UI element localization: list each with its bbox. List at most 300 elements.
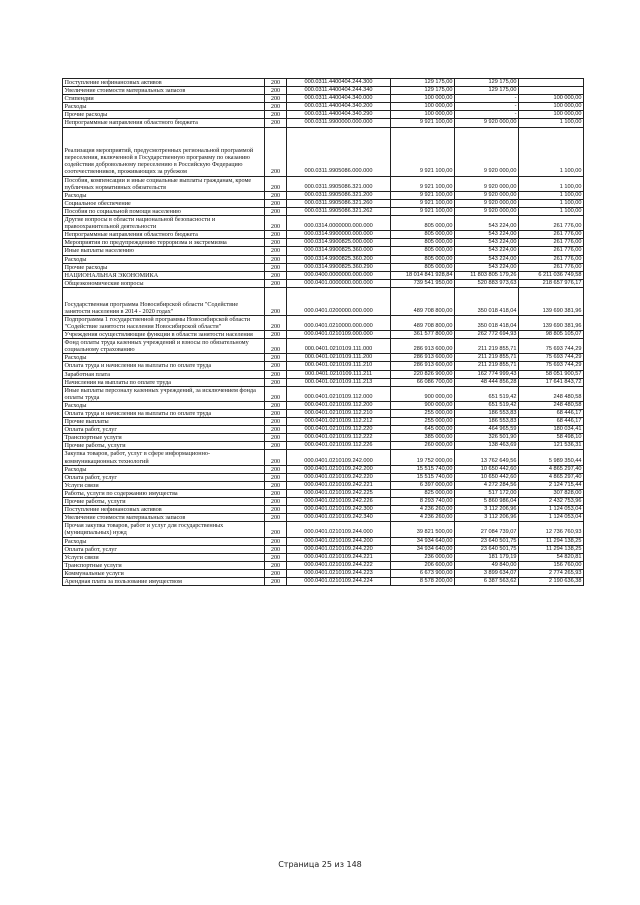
table-row <box>63 498 584 506</box>
table-row <box>63 386 584 401</box>
row-executed-cell: 13 762 649,56 <box>455 450 519 465</box>
row-ved-cell: 200 <box>265 410 287 418</box>
row-approved-cell: 19 752 000,00 <box>391 450 455 465</box>
row-executed-cell: 138 463,69 <box>455 442 519 450</box>
table-row <box>63 465 584 473</box>
row-executed-cell: - <box>455 103 519 111</box>
row-name-cell: Начисления на выплаты по оплате труда <box>63 378 265 386</box>
row-approved-cell: 489 708 800,00 <box>391 315 455 330</box>
row-remaining-cell: 11 294 138,25 <box>519 537 584 545</box>
row-ved-cell: 200 <box>265 191 287 199</box>
row-remaining-cell: 12 736 760,93 <box>519 522 584 537</box>
row-name-cell: Иные выплаты персоналу казенных учреждений, за исключением фонда оплаты труда <box>63 386 265 401</box>
table-row <box>63 481 584 489</box>
row-code-cell: 000.0311.4400404.340.200 <box>287 103 391 111</box>
row-approved-cell: 236 000,00 <box>391 553 455 561</box>
row-executed-cell: 9 920 000,00 <box>455 199 519 207</box>
row-approved-cell: 100 000,00 <box>391 111 455 119</box>
row-remaining-cell: 75 693 744,29 <box>519 354 584 362</box>
row-name-cell: Общеэкономические вопросы <box>63 279 265 287</box>
row-ved-cell: 200 <box>265 255 287 263</box>
row-remaining-cell: 2 774 265,93 <box>519 569 584 577</box>
row-executed-cell: 3 899 634,07 <box>455 569 519 577</box>
row-remaining-cell: 261 776,00 <box>519 239 584 247</box>
row-name-cell: Расходы <box>63 465 265 473</box>
table-row <box>63 362 584 370</box>
row-approved-cell: 4 236 260,00 <box>391 514 455 522</box>
table-row <box>63 489 584 497</box>
row-ved-cell: 200 <box>265 386 287 401</box>
table-row <box>63 127 584 176</box>
row-ved-cell: 200 <box>265 434 287 442</box>
row-ved-cell: 200 <box>265 362 287 370</box>
row-executed-cell: 9 920 000,00 <box>455 191 519 199</box>
row-approved-cell: 805 000,00 <box>391 231 455 239</box>
row-ved-cell: 200 <box>265 127 287 176</box>
row-code-cell: 000.0401.0210109.111.000 <box>287 339 391 354</box>
row-ved-cell: 200 <box>265 481 287 489</box>
row-ved-cell: 200 <box>265 339 287 354</box>
table-row <box>63 216 584 231</box>
table-row <box>63 569 584 577</box>
row-ved-cell: 200 <box>265 331 287 339</box>
row-ved-cell: 200 <box>265 545 287 553</box>
row-approved-cell: 825 000,00 <box>391 489 455 497</box>
table-row <box>63 287 584 315</box>
row-approved-cell: 34 934 640,00 <box>391 537 455 545</box>
row-remaining-cell: 100 000,00 <box>519 111 584 119</box>
row-remaining-cell: 261 776,00 <box>519 231 584 239</box>
table-row <box>63 522 584 537</box>
row-executed-cell: 651 519,42 <box>455 386 519 401</box>
row-code-cell: 000.0311.9905086.321.260 <box>287 199 391 207</box>
row-executed-cell: 9 920 000,00 <box>455 127 519 176</box>
row-executed-cell: 211 219 855,71 <box>455 362 519 370</box>
row-remaining-cell: 75 693 744,29 <box>519 339 584 354</box>
row-name-cell: Государственная программа Новосибирской области "Содействие занятости населения в 2014 - 2020 годах" <box>63 287 265 315</box>
row-code-cell: 000.0311.9905086.321.262 <box>287 207 391 215</box>
row-executed-cell: 6 387 563,62 <box>455 577 519 585</box>
row-remaining-cell: 1 124 053,04 <box>519 514 584 522</box>
row-name-cell: Расходы <box>63 103 265 111</box>
row-name-cell: Оплата работ, услуг <box>63 545 265 553</box>
row-executed-cell: 49 840,00 <box>455 561 519 569</box>
row-code-cell: 000.0401.0200000.000.000 <box>287 287 391 315</box>
row-ved-cell: 200 <box>265 315 287 330</box>
row-executed-cell: 10 650 442,60 <box>455 473 519 481</box>
table-row <box>63 87 584 95</box>
table-row <box>63 426 584 434</box>
row-executed-cell: 211 219 855,71 <box>455 339 519 354</box>
row-executed-cell: 520 883 973,63 <box>455 279 519 287</box>
row-code-cell: 000.0401.0210109.242.226 <box>287 498 391 506</box>
row-ved-cell: 200 <box>265 79 287 87</box>
row-remaining-cell: 2 432 753,96 <box>519 498 584 506</box>
row-approved-cell: 129 175,00 <box>391 79 455 87</box>
row-executed-cell: 129 175,00 <box>455 87 519 95</box>
table-row <box>63 271 584 279</box>
row-executed-cell: 11 803 805 179,26 <box>455 271 519 279</box>
row-ved-cell: 200 <box>265 271 287 279</box>
row-ved-cell: 200 <box>265 426 287 434</box>
row-approved-cell: 385 000,00 <box>391 434 455 442</box>
row-name-cell: Фонд оплаты труда казенных учреждений и взносы по обязательному социальному страхованию <box>63 339 265 354</box>
table-row <box>63 331 584 339</box>
row-code-cell: 000.0401.0210109.244.223 <box>287 569 391 577</box>
row-approved-cell: 361 577 800,00 <box>391 331 455 339</box>
row-code-cell: 000.0401.0210109.112.210 <box>287 410 391 418</box>
row-name-cell: Пособия по социальной помощи населению <box>63 207 265 215</box>
row-ved-cell: 200 <box>265 263 287 271</box>
row-remaining-cell: 218 657 976,17 <box>519 279 584 287</box>
table-row <box>63 199 584 207</box>
row-code-cell: 000.0314.9900825.000.000 <box>287 239 391 247</box>
row-approved-cell: 805 000,00 <box>391 239 455 247</box>
row-ved-cell: 200 <box>265 465 287 473</box>
row-code-cell: 000.0401.0210109.112.200 <box>287 401 391 409</box>
row-code-cell: 000.0401.0210109.112.212 <box>287 418 391 426</box>
row-approved-cell: 286 913 600,00 <box>391 339 455 354</box>
table-row <box>63 315 584 330</box>
row-code-cell: 000.0401.0210109.242.200 <box>287 465 391 473</box>
row-executed-cell: 9 920 000,00 <box>455 176 519 191</box>
table-row <box>63 239 584 247</box>
row-code-cell: 000.0311.9905086.321.200 <box>287 191 391 199</box>
row-ved-cell: 200 <box>265 119 287 127</box>
row-remaining-cell: 261 776,00 <box>519 216 584 231</box>
row-approved-cell: 805 000,00 <box>391 216 455 231</box>
row-executed-cell: 543 224,00 <box>455 239 519 247</box>
row-name-cell: Прочие расходы <box>63 263 265 271</box>
row-executed-cell: 23 640 501,75 <box>455 537 519 545</box>
table-row <box>63 354 584 362</box>
row-remaining-cell: 248 480,58 <box>519 386 584 401</box>
row-approved-cell: 8 578 200,00 <box>391 577 455 585</box>
row-ved-cell: 200 <box>265 537 287 545</box>
row-remaining-cell: 139 690 381,96 <box>519 287 584 315</box>
row-executed-cell: 3 112 206,96 <box>455 506 519 514</box>
row-remaining-cell: 139 690 381,96 <box>519 315 584 330</box>
table-row <box>63 553 584 561</box>
row-code-cell: 000.0401.0210109.242.221 <box>287 481 391 489</box>
row-remaining-cell: 17 641 843,72 <box>519 378 584 386</box>
row-remaining-cell <box>519 79 584 87</box>
row-name-cell: Поступление нефинансовых активов <box>63 506 265 514</box>
row-ved-cell: 200 <box>265 473 287 481</box>
row-name-cell: Транспортные услуги <box>63 434 265 442</box>
row-remaining-cell: 180 034,41 <box>519 426 584 434</box>
row-ved-cell: 200 <box>265 111 287 119</box>
row-name-cell: Социальное обеспечение <box>63 199 265 207</box>
row-ved-cell: 200 <box>265 450 287 465</box>
row-approved-cell: 9 921 100,00 <box>391 119 455 127</box>
row-remaining-cell: 2 124 715,44 <box>519 481 584 489</box>
row-approved-cell: 206 600,00 <box>391 561 455 569</box>
row-ved-cell: 200 <box>265 370 287 378</box>
row-code-cell: 000.0401.0210109.112.226 <box>287 442 391 450</box>
row-remaining-cell: 58 498,10 <box>519 434 584 442</box>
row-remaining-cell: 2 190 636,38 <box>519 577 584 585</box>
table-row <box>63 450 584 465</box>
row-remaining-cell: 4 865 297,40 <box>519 473 584 481</box>
row-code-cell: 000.0401.0210109.242.000 <box>287 450 391 465</box>
row-approved-cell: 805 000,00 <box>391 255 455 263</box>
row-code-cell: 000.0401.0210109.242.225 <box>287 489 391 497</box>
row-code-cell: 000.0401.0210109.242.300 <box>287 506 391 514</box>
row-name-cell: Поступление нефинансовых активов <box>63 79 265 87</box>
row-name-cell: Расходы <box>63 401 265 409</box>
row-ved-cell: 200 <box>265 522 287 537</box>
row-ved-cell: 200 <box>265 216 287 231</box>
table-row <box>63 255 584 263</box>
row-approved-cell: 4 236 260,00 <box>391 506 455 514</box>
row-name-cell: Арендная плата за пользование имуществом <box>63 577 265 585</box>
row-ved-cell: 200 <box>265 239 287 247</box>
row-remaining-cell: 156 760,00 <box>519 561 584 569</box>
row-approved-cell: 286 913 600,00 <box>391 354 455 362</box>
row-remaining-cell: 1 100,00 <box>519 119 584 127</box>
row-name-cell: Расходы <box>63 191 265 199</box>
row-ved-cell: 200 <box>265 207 287 215</box>
row-approved-cell: 15 515 740,00 <box>391 465 455 473</box>
table-row <box>63 442 584 450</box>
row-remaining-cell: 1 100,00 <box>519 207 584 215</box>
row-name-cell: Расходы <box>63 537 265 545</box>
row-code-cell: 000.0311.4400404.244.340 <box>287 87 391 95</box>
row-executed-cell: 23 640 501,75 <box>455 545 519 553</box>
row-name-cell: Непрограммные направления областного бюджета <box>63 231 265 239</box>
row-remaining-cell <box>519 87 584 95</box>
row-code-cell: 000.0314.9900825.360.200 <box>287 255 391 263</box>
row-approved-cell: 805 000,00 <box>391 247 455 255</box>
table-row <box>63 577 584 585</box>
table-row <box>63 473 584 481</box>
row-ved-cell: 200 <box>265 553 287 561</box>
row-approved-cell: 18 014 841 928,84 <box>391 271 455 279</box>
row-code-cell: 000.0401.0210109.244.221 <box>287 553 391 561</box>
row-ved-cell: 200 <box>265 103 287 111</box>
row-code-cell: 000.0401.0210109.111.210 <box>287 362 391 370</box>
row-remaining-cell: 121 536,31 <box>519 442 584 450</box>
row-remaining-cell: 307 828,00 <box>519 489 584 497</box>
row-executed-cell: - <box>455 111 519 119</box>
row-ved-cell: 200 <box>265 569 287 577</box>
row-approved-cell: 260 000,00 <box>391 442 455 450</box>
row-ved-cell: 200 <box>265 489 287 497</box>
row-name-cell: Подпрограмма 1 государственной программы Новосибирской области "Содействие занятости населения Новосибирской области" <box>63 315 265 330</box>
row-approved-cell: 9 921 100,00 <box>391 207 455 215</box>
row-ved-cell: 200 <box>265 95 287 103</box>
row-name-cell: Расходы <box>63 354 265 362</box>
table-row <box>63 119 584 127</box>
row-remaining-cell: 261 776,00 <box>519 263 584 271</box>
table-row <box>63 263 584 271</box>
row-remaining-cell: 11 294 138,25 <box>519 545 584 553</box>
row-name-cell: Прочая закупка товаров, работ и услуг для государственных (муниципальных) нужд <box>63 522 265 537</box>
row-remaining-cell: 100 000,00 <box>519 103 584 111</box>
row-name-cell: Закупка товаров, работ, услуг в сфере информационно-коммуникационных технологий <box>63 450 265 465</box>
row-remaining-cell: 100 000,00 <box>519 95 584 103</box>
row-approved-cell: 489 708 800,00 <box>391 287 455 315</box>
row-approved-cell: 805 000,00 <box>391 263 455 271</box>
row-executed-cell: 129 175,00 <box>455 79 519 87</box>
row-remaining-cell: 58 051 900,57 <box>519 370 584 378</box>
row-remaining-cell: 1 124 053,04 <box>519 506 584 514</box>
table-body <box>63 79 584 586</box>
row-remaining-cell: 1 100,00 <box>519 176 584 191</box>
row-ved-cell: 200 <box>265 442 287 450</box>
row-ved-cell: 200 <box>265 418 287 426</box>
table-row <box>63 279 584 287</box>
row-executed-cell: 5 860 986,04 <box>455 498 519 506</box>
row-executed-cell: 262 772 694,93 <box>455 331 519 339</box>
row-approved-cell: 739 541 950,00 <box>391 279 455 287</box>
table-row <box>63 506 584 514</box>
row-executed-cell: 326 501,90 <box>455 434 519 442</box>
table-row <box>63 339 584 354</box>
row-remaining-cell: 248 480,58 <box>519 401 584 409</box>
row-approved-cell: 34 934 640,00 <box>391 545 455 553</box>
row-approved-cell: 900 000,00 <box>391 386 455 401</box>
row-code-cell: 000.0401.0210109.111.213 <box>287 378 391 386</box>
row-code-cell: 000.0401.0210109.244.200 <box>287 537 391 545</box>
row-approved-cell: 9 921 100,00 <box>391 199 455 207</box>
row-ved-cell: 200 <box>265 577 287 585</box>
row-name-cell: Увеличение стоимости материальных запасов <box>63 87 265 95</box>
table-row <box>63 111 584 119</box>
row-name-cell: Услуги связи <box>63 481 265 489</box>
row-executed-cell: 10 650 442,60 <box>455 465 519 473</box>
row-executed-cell: 350 018 418,04 <box>455 315 519 330</box>
row-approved-cell: 9 921 100,00 <box>391 191 455 199</box>
row-code-cell: 000.0401.0210109.244.000 <box>287 522 391 537</box>
row-code-cell: 000.0311.4400404.340.000 <box>287 95 391 103</box>
row-remaining-cell: 1 100,00 <box>519 191 584 199</box>
row-name-cell: Коммунальные услуги <box>63 569 265 577</box>
row-name-cell: Прочие расходы <box>63 111 265 119</box>
row-code-cell: 000.0314.9900825.360.290 <box>287 263 391 271</box>
row-code-cell: 000.0401.0210109.111.211 <box>287 370 391 378</box>
table-row <box>63 418 584 426</box>
table-row <box>63 537 584 545</box>
row-code-cell: 000.0401.0210109.244.222 <box>287 561 391 569</box>
row-code-cell: 000.0314.9900825.360.000 <box>287 247 391 255</box>
row-remaining-cell: 98 805 105,07 <box>519 331 584 339</box>
page-number: Страница 25 из 148 <box>278 860 362 869</box>
row-ved-cell: 200 <box>265 378 287 386</box>
row-remaining-cell: 261 776,00 <box>519 255 584 263</box>
row-approved-cell: 100 000,00 <box>391 103 455 111</box>
table-row <box>63 207 584 215</box>
row-executed-cell: 9 920 000,00 <box>455 119 519 127</box>
row-executed-cell: 186 553,83 <box>455 418 519 426</box>
table-row <box>63 370 584 378</box>
row-remaining-cell: 5 989 350,44 <box>519 450 584 465</box>
row-name-cell: Оплата работ, услуг <box>63 426 265 434</box>
row-approved-cell: 9 921 100,00 <box>391 176 455 191</box>
row-code-cell: 000.0401.0210109.112.222 <box>287 434 391 442</box>
row-ved-cell: 200 <box>265 498 287 506</box>
row-code-cell: 000.0401.0210109.244.220 <box>287 545 391 553</box>
table-row <box>63 410 584 418</box>
row-name-cell: Иные выплаты населению <box>63 247 265 255</box>
row-executed-cell: 543 224,00 <box>455 231 519 239</box>
row-executed-cell: 181 179,19 <box>455 553 519 561</box>
row-name-cell: НАЦИОНАЛЬНАЯ ЭКОНОМИКА <box>63 271 265 279</box>
row-name-cell: Оплата работ, услуг <box>63 473 265 481</box>
table-row <box>63 561 584 569</box>
table-row <box>63 401 584 409</box>
row-name-cell: Прочие выплаты <box>63 418 265 426</box>
row-ved-cell: 200 <box>265 287 287 315</box>
table-row <box>63 95 584 103</box>
row-code-cell: 000.0401.0210109.112.000 <box>287 386 391 401</box>
table-row <box>63 79 584 87</box>
row-ved-cell: 200 <box>265 279 287 287</box>
row-code-cell: 000.0311.9900000.000.000 <box>287 119 391 127</box>
row-remaining-cell: 1 100,00 <box>519 199 584 207</box>
row-executed-cell: 48 444 856,28 <box>455 378 519 386</box>
row-name-cell: Непрограммные направления областного бюджета <box>63 119 265 127</box>
row-ved-cell: 200 <box>265 231 287 239</box>
row-code-cell: 000.0311.4400404.340.290 <box>287 111 391 119</box>
budget-table-container <box>62 78 583 586</box>
row-executed-cell: - <box>455 95 519 103</box>
row-ved-cell: 200 <box>265 247 287 255</box>
row-approved-cell: 645 000,00 <box>391 426 455 434</box>
row-approved-cell: 39 821 500,00 <box>391 522 455 537</box>
row-code-cell: 000.0400.0000000.000.000 <box>287 271 391 279</box>
row-remaining-cell: 6 211 036 749,58 <box>519 271 584 279</box>
row-remaining-cell: 54 820,81 <box>519 553 584 561</box>
row-approved-cell: 100 000,00 <box>391 95 455 103</box>
row-code-cell: 000.0401.0210109.000.000 <box>287 331 391 339</box>
row-code-cell: 000.0314.0000000.000.000 <box>287 216 391 231</box>
row-name-cell: Пособия, компенсации и иные социальные выплаты гражданам, кроме публичных нормативных обязательств <box>63 176 265 191</box>
row-code-cell: 000.0401.0210109.244.224 <box>287 577 391 585</box>
row-remaining-cell: 68 446,17 <box>519 410 584 418</box>
row-name-cell: Прочие работы, услуги <box>63 498 265 506</box>
row-approved-cell: 15 515 740,00 <box>391 473 455 481</box>
row-name-cell: Увеличение стоимости материальных запасов <box>63 514 265 522</box>
row-approved-cell: 6 397 000,00 <box>391 481 455 489</box>
row-name-cell: Услуги связи <box>63 553 265 561</box>
row-approved-cell: 220 826 900,00 <box>391 370 455 378</box>
row-name-cell: Стипендии <box>63 95 265 103</box>
row-executed-cell: 27 084 739,07 <box>455 522 519 537</box>
table-row <box>63 545 584 553</box>
row-name-cell: Заработная плата <box>63 370 265 378</box>
row-approved-cell: 6 673 900,00 <box>391 569 455 577</box>
row-approved-cell: 129 175,00 <box>391 87 455 95</box>
row-approved-cell: 9 921 100,00 <box>391 127 455 176</box>
row-executed-cell: 543 224,00 <box>455 263 519 271</box>
table-row <box>63 191 584 199</box>
table-row <box>63 434 584 442</box>
row-ved-cell: 200 <box>265 514 287 522</box>
row-approved-cell: 900 000,00 <box>391 401 455 409</box>
row-executed-cell: 211 219 855,71 <box>455 354 519 362</box>
table-row <box>63 247 584 255</box>
row-approved-cell: 66 086 700,00 <box>391 378 455 386</box>
row-executed-cell: 162 774 999,43 <box>455 370 519 378</box>
row-ved-cell: 200 <box>265 176 287 191</box>
table-row <box>63 378 584 386</box>
row-approved-cell: 286 913 600,00 <box>391 362 455 370</box>
row-code-cell: 000.0401.0210000.000.000 <box>287 315 391 330</box>
row-code-cell: 000.0401.0000000.000.000 <box>287 279 391 287</box>
row-executed-cell: 3 112 206,96 <box>455 514 519 522</box>
